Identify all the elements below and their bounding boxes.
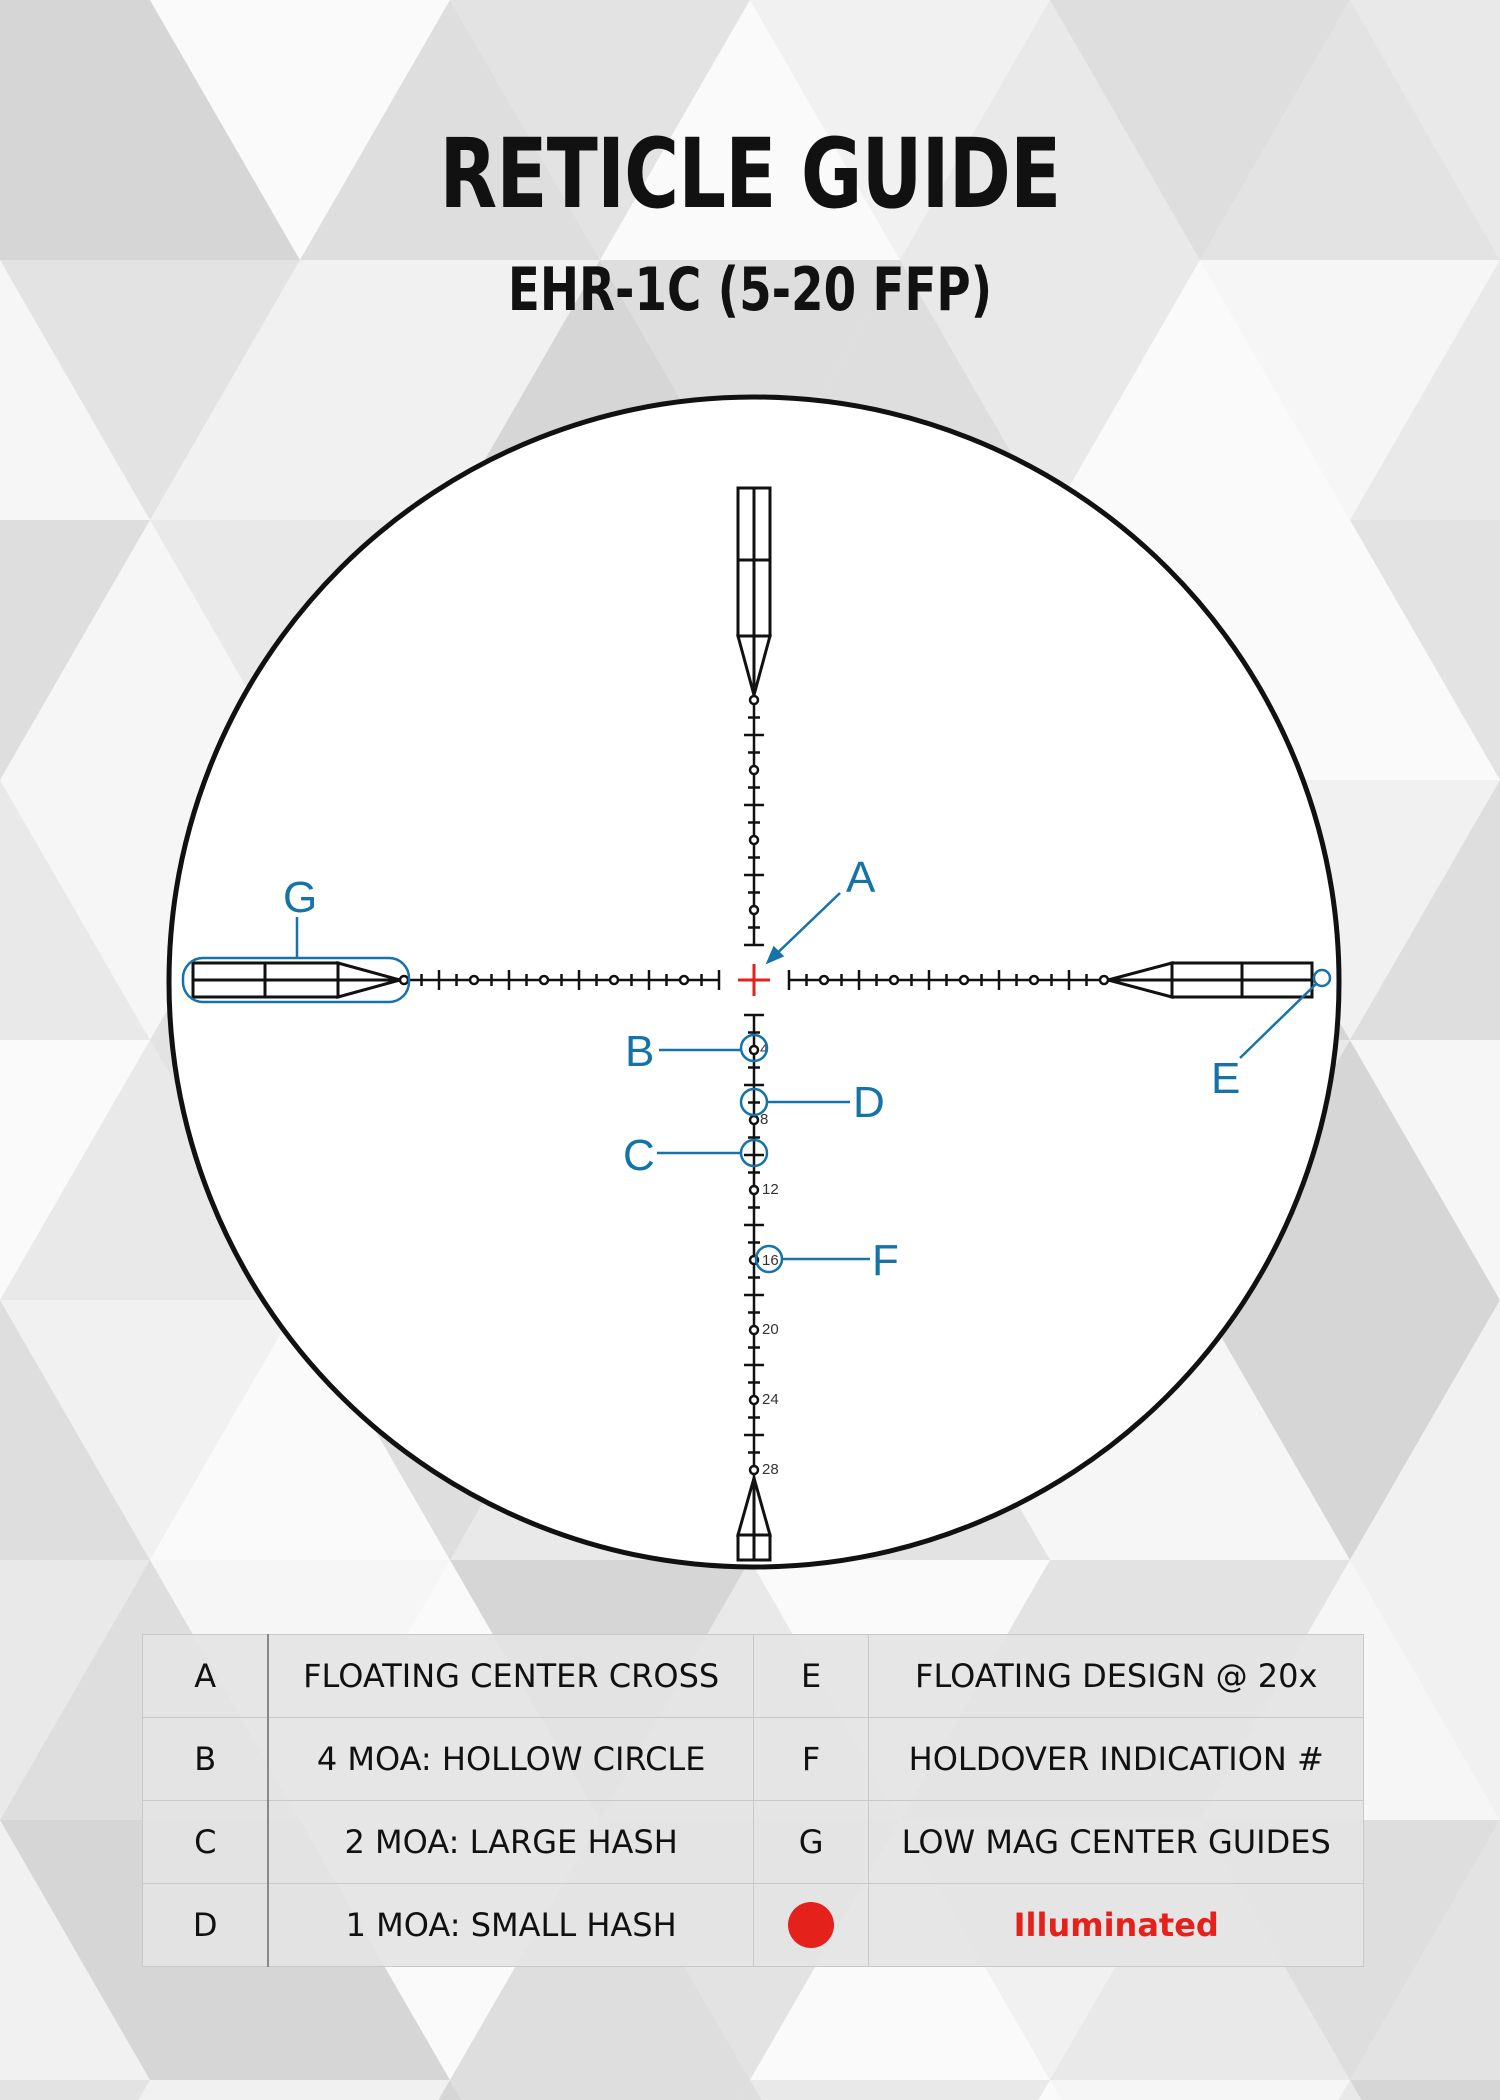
hollow-circle-mark [820,976,828,984]
legend-table [142,1634,1364,1967]
hollow-circle-mark [750,906,758,914]
hollow-circle-mark [610,976,618,984]
callout-g: G [283,873,318,922]
hollow-circle-mark [750,696,758,704]
legend-description: FLOATING DESIGN @ 20x [869,1635,1364,1718]
legend-key: F [753,1718,869,1801]
hollow-circle-mark [400,976,408,984]
holdover-number-8: 8 [760,1111,769,1128]
legend-key: D [143,1884,269,1967]
holdover-number-12: 12 [762,1181,779,1198]
illuminated-swatch-cell [753,1884,869,1967]
hollow-circle-mark [750,1396,758,1404]
holdover-number-16: 16 [762,1252,779,1269]
legend-row [143,1635,1364,1718]
illuminated-dot-icon [788,1902,834,1948]
callout-a: A [846,853,876,902]
legend-row [143,1718,1364,1801]
hollow-circle-mark [1100,976,1108,984]
holdover-number-4: 4 [760,1041,769,1058]
callout-d: D [853,1078,885,1127]
hollow-circle-mark [750,1116,758,1124]
callout-c: C [623,1131,655,1180]
hollow-circle-mark [680,976,688,984]
legend-key: A [143,1635,269,1718]
legend-key: G [753,1801,869,1884]
legend-description: FLOATING CENTER CROSS [268,1635,753,1718]
legend-description: HOLDOVER INDICATION # [869,1718,1364,1801]
holdover-number-20: 20 [762,1321,779,1338]
illuminated-label: Illuminated [869,1884,1364,1967]
legend-description: LOW MAG CENTER GUIDES [869,1801,1364,1884]
holdover-number-28: 28 [762,1461,779,1478]
callout-e: E [1211,1054,1241,1103]
legend-key: C [143,1801,269,1884]
page-title: RETICLE GUIDE [439,118,1061,230]
hollow-circle-mark [750,766,758,774]
legend-description: 1 MOA: SMALL HASH [268,1884,753,1967]
legend-description: 4 MOA: HOLLOW CIRCLE [268,1718,753,1801]
hollow-circle-mark [750,836,758,844]
legend-row [143,1884,1364,1967]
hollow-circle-mark [960,976,968,984]
holdover-number-24: 24 [762,1391,779,1408]
hollow-circle-mark [750,1186,758,1194]
legend-description: 2 MOA: LARGE HASH [268,1801,753,1884]
callout-b: B [625,1027,655,1076]
hollow-circle-mark [750,1046,758,1054]
hollow-circle-mark [1030,976,1038,984]
hollow-circle-mark [750,1466,758,1474]
hollow-circle-mark [750,1326,758,1334]
hollow-circle-mark [470,976,478,984]
legend-key: B [143,1718,269,1801]
legend-row [143,1801,1364,1884]
reticle-model-subtitle: EHR-1C (5-20 FFP) [507,255,993,325]
callout-f: F [872,1236,899,1285]
hollow-circle-mark [890,976,898,984]
legend-key: E [753,1635,869,1718]
hollow-circle-mark [540,976,548,984]
